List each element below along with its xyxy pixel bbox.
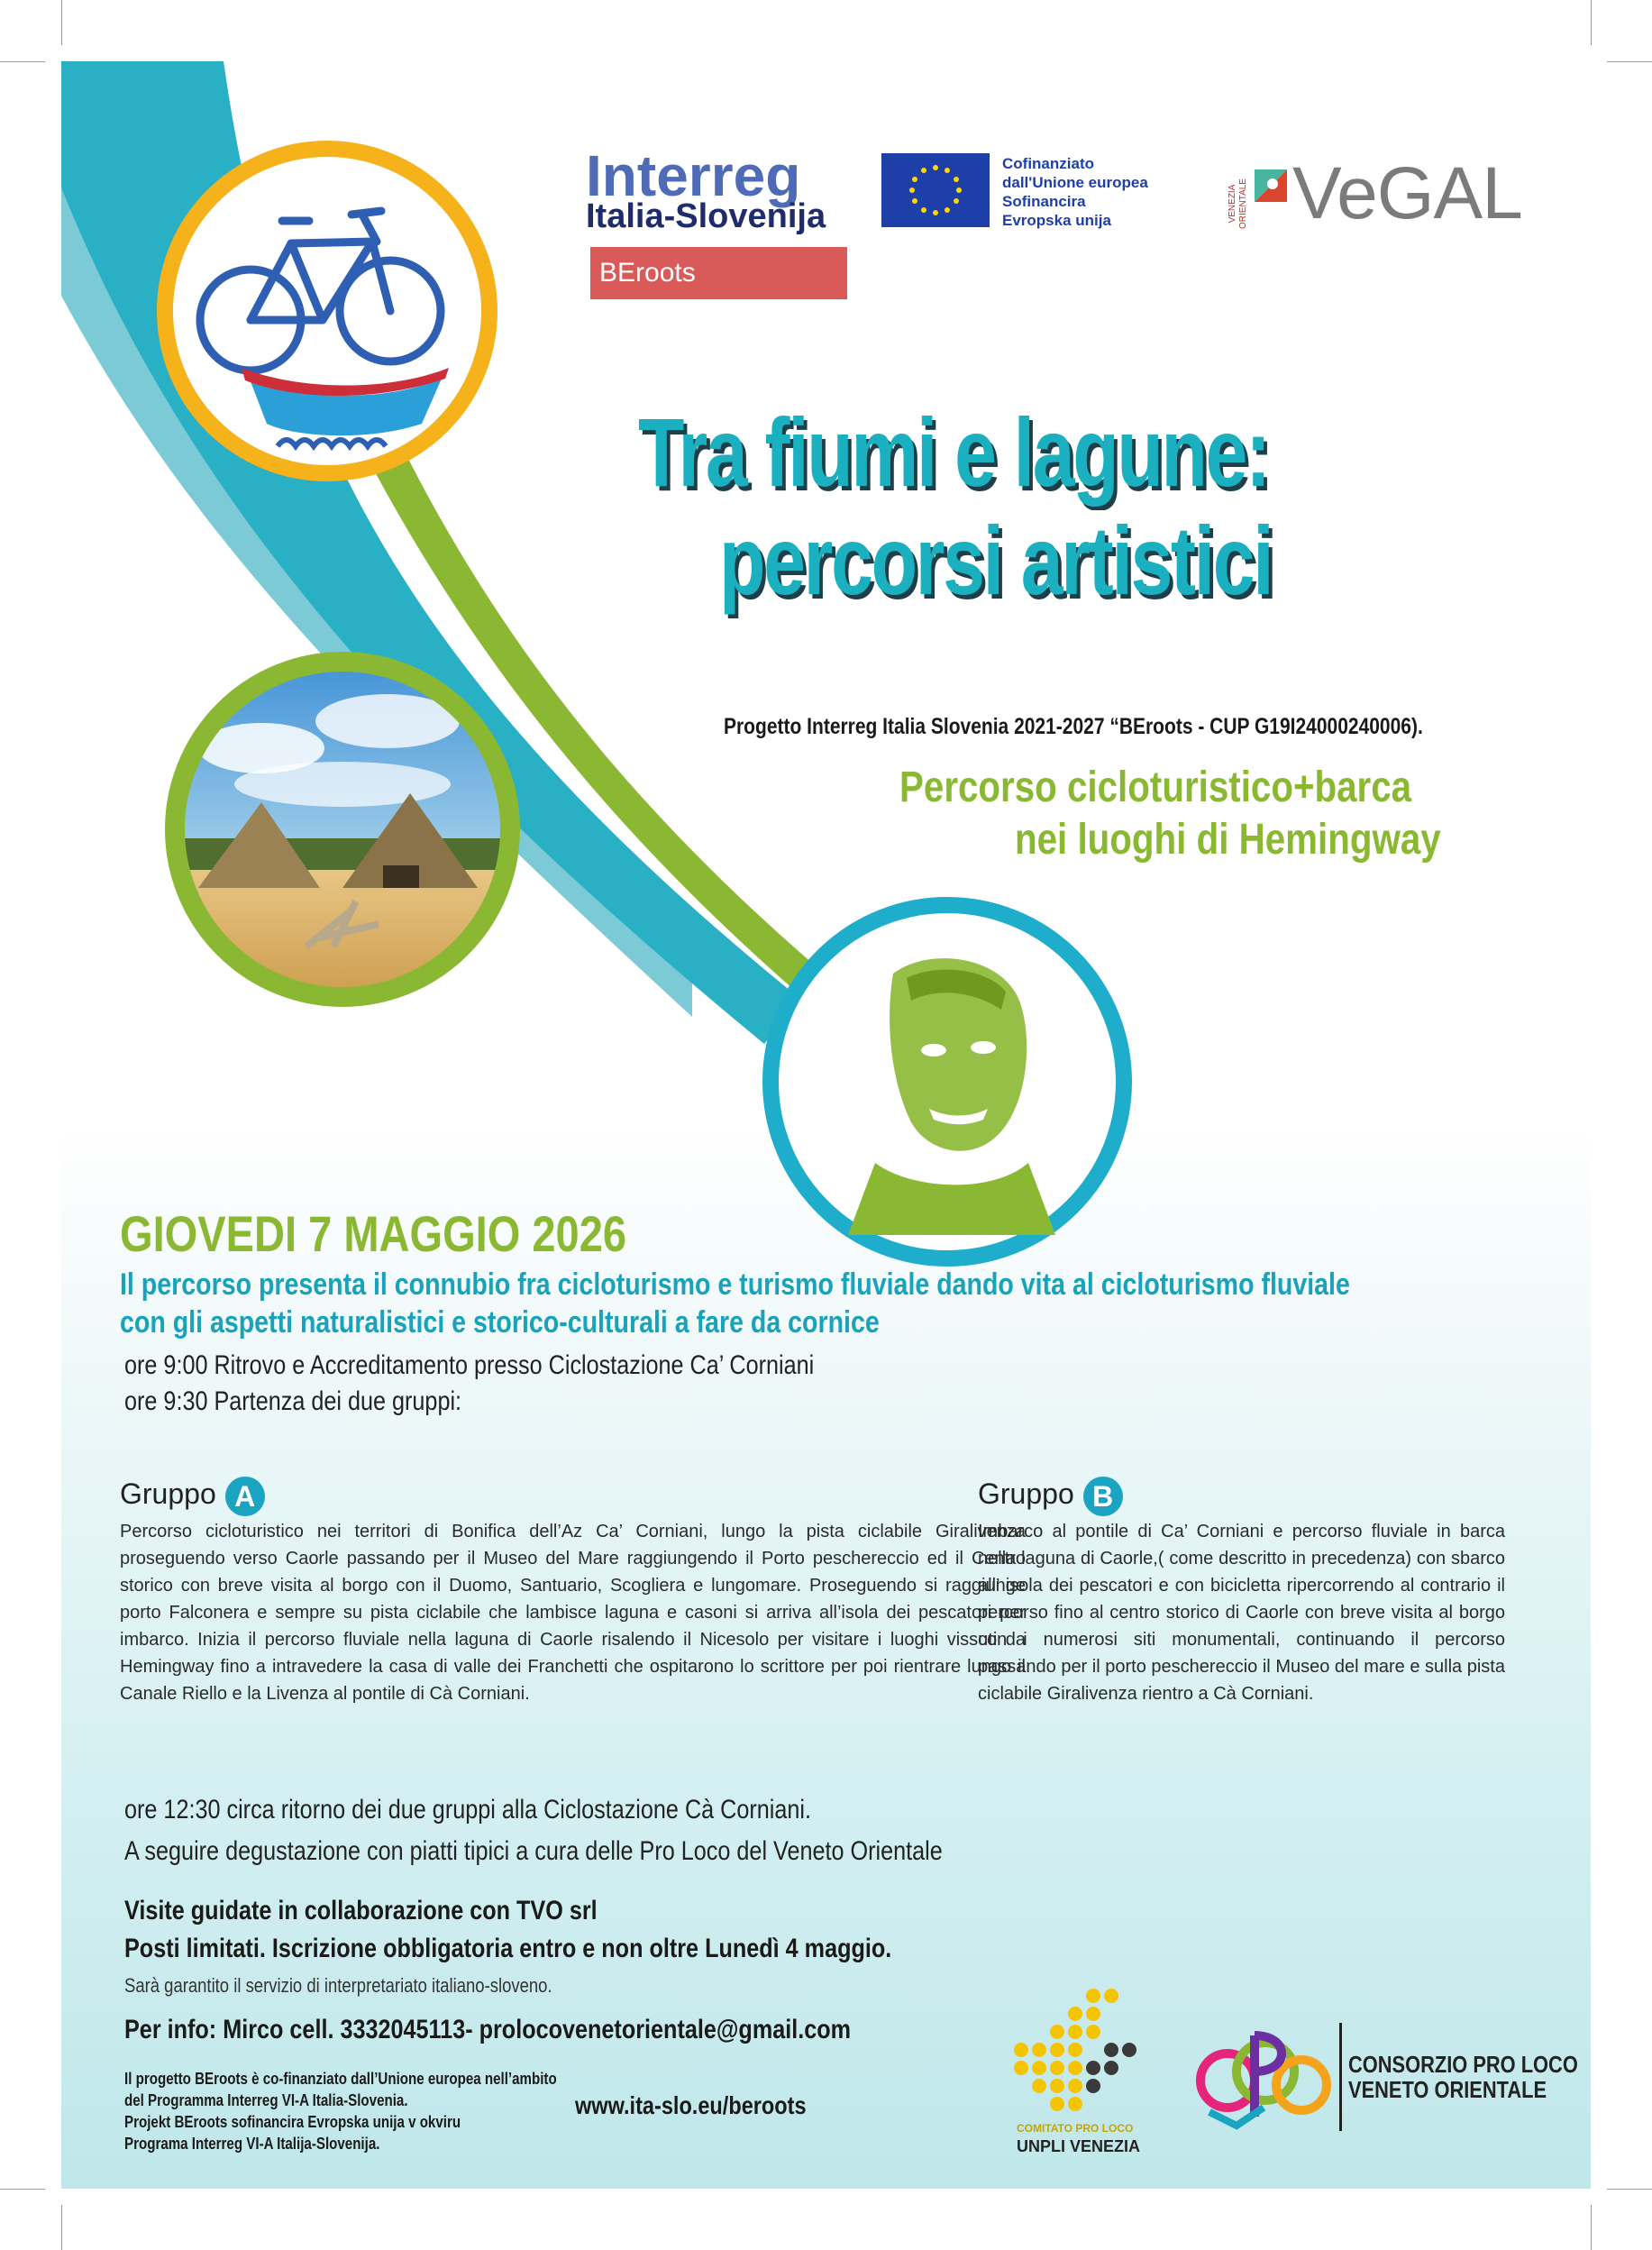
crop-mark [1591, 0, 1592, 45]
interpreting-line: Sarà garantito il servizio di interpretariato italiano-sloveno. [124, 1974, 552, 1997]
vegal-side-line-2: ORIENTALE [1238, 178, 1248, 229]
bicycle-boat-circle [151, 135, 503, 487]
unpli-dots-logo-icon [1008, 1987, 1152, 2122]
funding-note [124, 2068, 557, 2154]
eu-line-1: Cofinanziato [1002, 155, 1094, 172]
crop-mark [1607, 2189, 1652, 2190]
eu-flag-icon [881, 153, 990, 227]
unpli-line-2: UNPLI VENEZIA [1017, 2137, 1141, 2155]
funding-line-1: Il progetto BEroots è co-finanziato dall’Unione europea nell’ambito [124, 2070, 557, 2088]
eu-line-4: Evropska unija [1002, 212, 1111, 229]
interreg-logo-subtitle: Italia-Slovenija [586, 197, 826, 235]
group-b-description: Imbarco al pontile di Ca’ Corniani e percorso fluviale in barca nella laguna di Caorle,( come descritto in precedenza) con sbarco all’ isola dei pescatori e con bicicletta ripercorrendo al contrario il percorso fino al centro storico di Caorle con breve visita al borgo con i numerosi siti monumentali, continuando il percorso passando per il porto peschereccio il Museo del mare e sulla pista ciclabile Giralivenza rientro a Cà Corniani. [978, 1522, 1505, 1704]
eu-line-2: dall'Unione europea [1002, 174, 1148, 191]
eu-line-3: Sofinancira [1002, 193, 1086, 210]
consorzio-divider [1339, 2023, 1342, 2131]
group-a-description: Percorso cicloturistico nei territori di Bonifica dell’Az Ca’ Corniani, lungo la pista ciclabile Giralivenza proseguendo verso Caorle passando per il Museo del Mare raggiungendo il Porto peschereccio ed il Centro storico con breve visita al borgo con il Duomo, Santuario, Scogliera e lungomare. Proseguendo si raggiunge porto Falconera e sempre su pista ciclabile che lambisce laguna e casoni si arriva all’isola dei pescatori per imbarco. Inizia il percorso fluviale nella laguna di Caorle risalendo il Nicesolo per visitare i luoghi vissuti da Hemingway fino a intravedere la casa di valle dei Franchetti che ospitarono lo scrittore per poi rientrare lungo il Canale Riello e la Livenza al pontile di Cà Corniani. [120, 1522, 1026, 1704]
vegal-mark-icon [1253, 168, 1289, 204]
crop-mark [1607, 61, 1652, 62]
project-code-line: Progetto Interreg Italia Slovenia 2021-2027 “BEroots - CUP G19I24000240006). [724, 714, 1423, 739]
beroots-tag-label: BEroots [599, 258, 696, 288]
group-a-label: Gruppo [120, 1477, 216, 1510]
vegal-side-text [1228, 166, 1248, 252]
subtitle-line-2: nei luoghi di Hemingway [1015, 816, 1441, 864]
crop-mark [0, 61, 45, 62]
consorzio-line-2: VENETO ORIENTALE [1348, 2076, 1547, 2103]
event-date: GIOVEDI 7 MAGGIO 2026 [120, 1205, 627, 1262]
schedule-item: ore 9:30 Partenza dei due gruppi: [124, 1386, 462, 1416]
crop-mark [1591, 2205, 1592, 2250]
consorzio-line-1: CONSORZIO PRO LOCO [1348, 2051, 1578, 2078]
funding-line-3: Projekt BEroots sofinancira Evropska unija v okviru [124, 2113, 461, 2131]
consorzio-pro-loco-logo-icon [1182, 2017, 1336, 2135]
group-a-heading [120, 1473, 265, 1516]
website-link[interactable]: www.ita-slo.eu/beroots [575, 2091, 807, 2119]
interreg-logo-title: Interreg [586, 143, 801, 208]
intro-line-2: con gli aspetti naturalistici e storico-culturali a fare da cornice [120, 1305, 880, 1340]
main-title-line-2: percorsi artistici [719, 506, 1273, 615]
funding-line-4: Programa Interreg VI-A Italija-Slovenija. [124, 2135, 380, 2153]
group-a-badge: A [225, 1477, 265, 1516]
crop-mark [61, 2205, 62, 2250]
crop-mark [0, 2189, 45, 2190]
vegal-logo: VeGAL [1292, 152, 1522, 234]
main-title-line-1: Tra fiumi e lagune: [638, 398, 1269, 507]
intro-line-1: Il percorso presenta il connubio fra cicloturismo e turismo fluviale dando vita al cicloturismo fluviale [120, 1267, 1350, 1302]
group-b-badge: B [1083, 1477, 1123, 1516]
crop-mark [61, 0, 62, 45]
tasting-line: A seguire degustazione con piatti tipici a cura delle Pro Loco del Veneto Orientale [124, 1836, 943, 1866]
unpli-line-1: COMITATO PRO LOCO [1017, 2122, 1134, 2135]
hemingway-portrait-circle [758, 892, 1136, 1271]
vegal-side-label [1228, 162, 1249, 245]
flyer-page [61, 61, 1591, 2189]
contact-info-line: Per info: Mirco cell. 3332045113- prolocovenetorientale@gmail.com [124, 2015, 852, 2044]
subtitle-line-1: Percorso cicloturistico+barca [899, 764, 1412, 811]
limited-seats-line: Posti limitati. Iscrizione obbligatoria entro e non oltre Lunedì 4 maggio. [124, 1934, 892, 1963]
guided-visits-line: Visite guidate in collaborazione con TVO srl [124, 1896, 598, 1925]
vegal-side-line-1: VENEZIA [1228, 184, 1237, 224]
consorzio-name [1348, 2052, 1578, 2102]
group-b-heading [978, 1473, 1123, 1516]
eu-cofunding-text [1002, 154, 1148, 230]
beroots-tag [590, 247, 847, 299]
funding-line-2: del Programma Interreg VI-A Italia-Slovenia. [124, 2091, 408, 2109]
group-b-label: Gruppo [978, 1477, 1074, 1510]
lagoon-huts-photo [162, 649, 523, 1010]
return-line: ore 12:30 circa ritorno dei due gruppi alla Ciclostazione Cà Corniani. [124, 1795, 812, 1825]
schedule-item: ore 9:00 Ritrovo e Accreditamento presso Ciclostazione Ca’ Corniani [124, 1350, 815, 1380]
